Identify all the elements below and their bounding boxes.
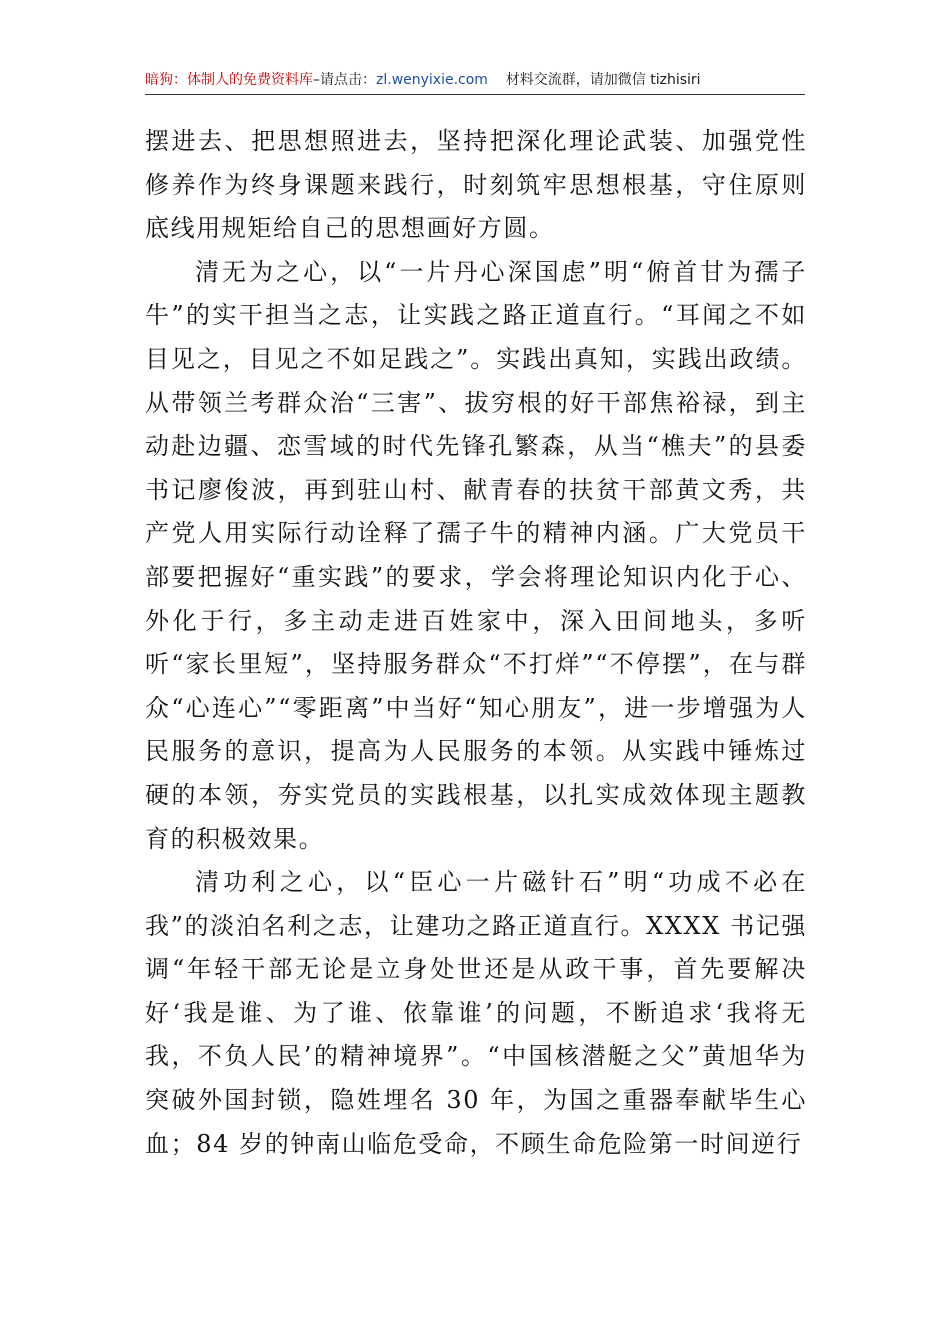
document-body [145,120,807,1166]
paragraph-merit: 清功利之心，以“臣心一片磁针石”明“功成不必在我”的淡泊名利之志，让建功之路正道直行。XXXX 书记强调“年轻干部无论是立身处世还是从政干事，首先要解决好‘我是谁、为了谁、依靠谁’的问题，不断追求‘我将无我，不负人民’的精神境界”。“中国核潜艇之父”黄旭华为突破外国封锁，隐姓埋名 30 年，为国之重器奉献毕生心血；84 岁的钟南山临危受命，不顾生命危险第一时间逆行 [145,868,807,1158]
header-brand: 暗狗：体制人的免费资料库 [145,72,313,88]
paragraph-practice: 清无为之心，以“一片丹心深国虑”明“俯首甘为孺子牛”的实干担当之志，让实践之路正道直行。“耳闻之不如目见之，目见之不如足践之”。实践出真知，实践出政绩。从带领兰考群众治“三害”、拔穷根的好干部焦裕禄，到主动赴边疆、恋雪域的时代先锋孔繁森，从当“樵夫”的县委书记廖俊波，再到驻山村、献青春的扶贫干部黄文秀，共产党人用实际行动诠释了孺子牛的精神内涵。广大党员干部要把握好“重实践”的要求，学会将理论知识内化于心、外化于行，多主动走进百姓家中，深入田间地头，多听听“家长里短”，坚持服务群众“不打烊”“不停摆”，在与群众“心连心”“零距离”中当好“知心朋友”，进一步增强为人民服务的意识，提高为人民服务的本领。从实践中锤炼过硬的本领，夯实党员的实践根基，以扎实成效体现主题教育的积极效果。 [145,257,807,853]
page-header [145,70,805,96]
paragraph-continued: 摆进去、把思想照进去，坚持把深化理论武装、加强党性修养作为终身课题来践行，时刻筑牢思想根基，守住原则底线用规矩给自己的思想画好方圆。 [145,127,807,243]
header-url-link[interactable]: zl.wenyixie.com [376,72,488,88]
header-contact: 材料交流群，请加微信 tizhisiri [505,72,701,88]
header-divider [145,94,805,95]
header-prompt: –请点击： [313,72,376,88]
